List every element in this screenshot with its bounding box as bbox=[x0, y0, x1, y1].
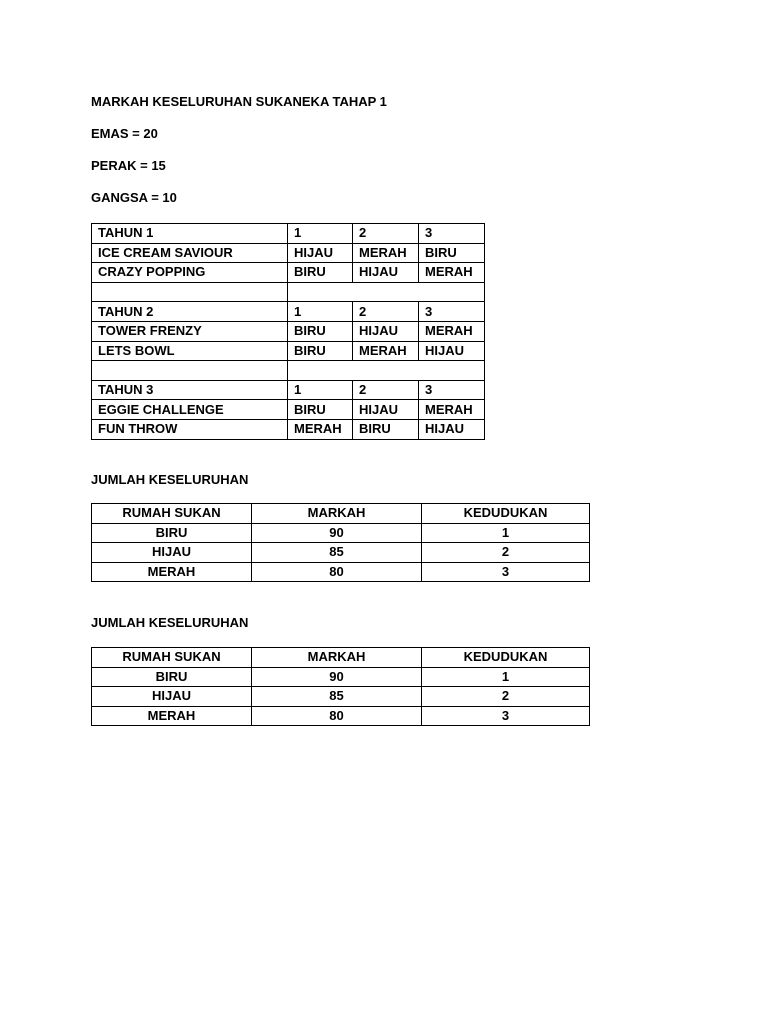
table-row bbox=[92, 263, 485, 283]
points-bronze: GANGSA = 10 bbox=[91, 190, 177, 205]
table-cell: HIJAU bbox=[419, 419, 485, 439]
column-header: RUMAH SUKAN bbox=[92, 504, 252, 524]
table-cell: BIRU bbox=[288, 263, 353, 283]
table-cell: HIJAU bbox=[92, 543, 252, 563]
table-cell: 2 bbox=[422, 687, 590, 707]
table-cell: 1 bbox=[422, 667, 590, 687]
table-cell: 3 bbox=[419, 302, 485, 322]
table-cell: 3 bbox=[422, 706, 590, 726]
summary-heading-1: JUMLAH KESELURUHAN bbox=[91, 472, 249, 487]
column-header: KEDUDUKAN bbox=[422, 648, 590, 668]
column-header: MARKAH bbox=[252, 504, 422, 524]
table-cell: 3 bbox=[419, 380, 485, 400]
table-cell: CRAZY POPPING bbox=[92, 263, 288, 283]
table-cell: 2 bbox=[422, 543, 590, 563]
table-cell: 90 bbox=[252, 523, 422, 543]
table-cell: MERAH bbox=[288, 419, 353, 439]
table-cell: 85 bbox=[252, 687, 422, 707]
summary-heading-2: JUMLAH KESELURUHAN bbox=[91, 615, 249, 630]
table-cell: 3 bbox=[419, 224, 485, 244]
table-row bbox=[92, 243, 485, 263]
table-cell: TAHUN 2 bbox=[92, 302, 288, 322]
table-cell bbox=[288, 282, 485, 302]
table-cell: MERAH bbox=[419, 321, 485, 341]
table-row-blank bbox=[92, 361, 485, 381]
table-cell: HIJAU bbox=[353, 321, 419, 341]
table-cell: HIJAU bbox=[353, 263, 419, 283]
table-cell bbox=[92, 282, 288, 302]
table-row bbox=[92, 224, 485, 244]
table-row bbox=[92, 667, 590, 687]
table-row bbox=[92, 302, 485, 322]
table-header-row bbox=[92, 648, 590, 668]
table-row bbox=[92, 380, 485, 400]
table-row bbox=[92, 687, 590, 707]
table-cell: 3 bbox=[422, 562, 590, 582]
table-cell: 1 bbox=[288, 224, 353, 244]
column-header: RUMAH SUKAN bbox=[92, 648, 252, 668]
table-cell: MERAH bbox=[353, 243, 419, 263]
table-cell bbox=[92, 361, 288, 381]
table-row bbox=[92, 706, 590, 726]
table-cell: 1 bbox=[422, 523, 590, 543]
table-cell: HIJAU bbox=[288, 243, 353, 263]
column-header: KEDUDUKAN bbox=[422, 504, 590, 524]
table-cell: EGGIE CHALLENGE bbox=[92, 400, 288, 420]
table-cell: BIRU bbox=[288, 321, 353, 341]
medal-results-table bbox=[91, 223, 485, 440]
points-gold: EMAS = 20 bbox=[91, 126, 158, 141]
table-cell: TAHUN 1 bbox=[92, 224, 288, 244]
column-header: MARKAH bbox=[252, 648, 422, 668]
table-cell: HIJAU bbox=[353, 400, 419, 420]
table-cell: ICE CREAM SAVIOUR bbox=[92, 243, 288, 263]
table-cell: MERAH bbox=[419, 400, 485, 420]
table-cell: TAHUN 3 bbox=[92, 380, 288, 400]
document-title: MARKAH KESELURUHAN SUKANEKA TAHAP 1 bbox=[91, 94, 387, 109]
table-cell: TOWER FRENZY bbox=[92, 321, 288, 341]
table-row bbox=[92, 400, 485, 420]
table-row bbox=[92, 543, 590, 563]
table-cell: BIRU bbox=[419, 243, 485, 263]
table-cell: 1 bbox=[288, 380, 353, 400]
table-row bbox=[92, 419, 485, 439]
table-cell: MERAH bbox=[419, 263, 485, 283]
table-cell: BIRU bbox=[288, 400, 353, 420]
summary-table-2 bbox=[91, 647, 590, 726]
table-cell: 2 bbox=[353, 302, 419, 322]
table-cell: BIRU bbox=[288, 341, 353, 361]
table-cell: 1 bbox=[288, 302, 353, 322]
points-silver: PERAK = 15 bbox=[91, 158, 166, 173]
table-row bbox=[92, 562, 590, 582]
table-cell: MERAH bbox=[92, 706, 252, 726]
table-cell: MERAH bbox=[92, 562, 252, 582]
table-row bbox=[92, 321, 485, 341]
table-row bbox=[92, 523, 590, 543]
table-cell: BIRU bbox=[92, 667, 252, 687]
table-cell: BIRU bbox=[353, 419, 419, 439]
table-cell: 90 bbox=[252, 667, 422, 687]
table-cell: 80 bbox=[252, 706, 422, 726]
table-cell: 85 bbox=[252, 543, 422, 563]
table-cell: 80 bbox=[252, 562, 422, 582]
table-row-blank bbox=[92, 282, 485, 302]
table-cell: BIRU bbox=[92, 523, 252, 543]
table-cell: 2 bbox=[353, 380, 419, 400]
table-cell bbox=[288, 361, 485, 381]
table-cell: MERAH bbox=[353, 341, 419, 361]
table-cell: LETS BOWL bbox=[92, 341, 288, 361]
table-row bbox=[92, 341, 485, 361]
table-cell: HIJAU bbox=[419, 341, 485, 361]
table-cell: FUN THROW bbox=[92, 419, 288, 439]
table-cell: HIJAU bbox=[92, 687, 252, 707]
table-cell: 2 bbox=[353, 224, 419, 244]
summary-table-1 bbox=[91, 503, 590, 582]
table-header-row bbox=[92, 504, 590, 524]
